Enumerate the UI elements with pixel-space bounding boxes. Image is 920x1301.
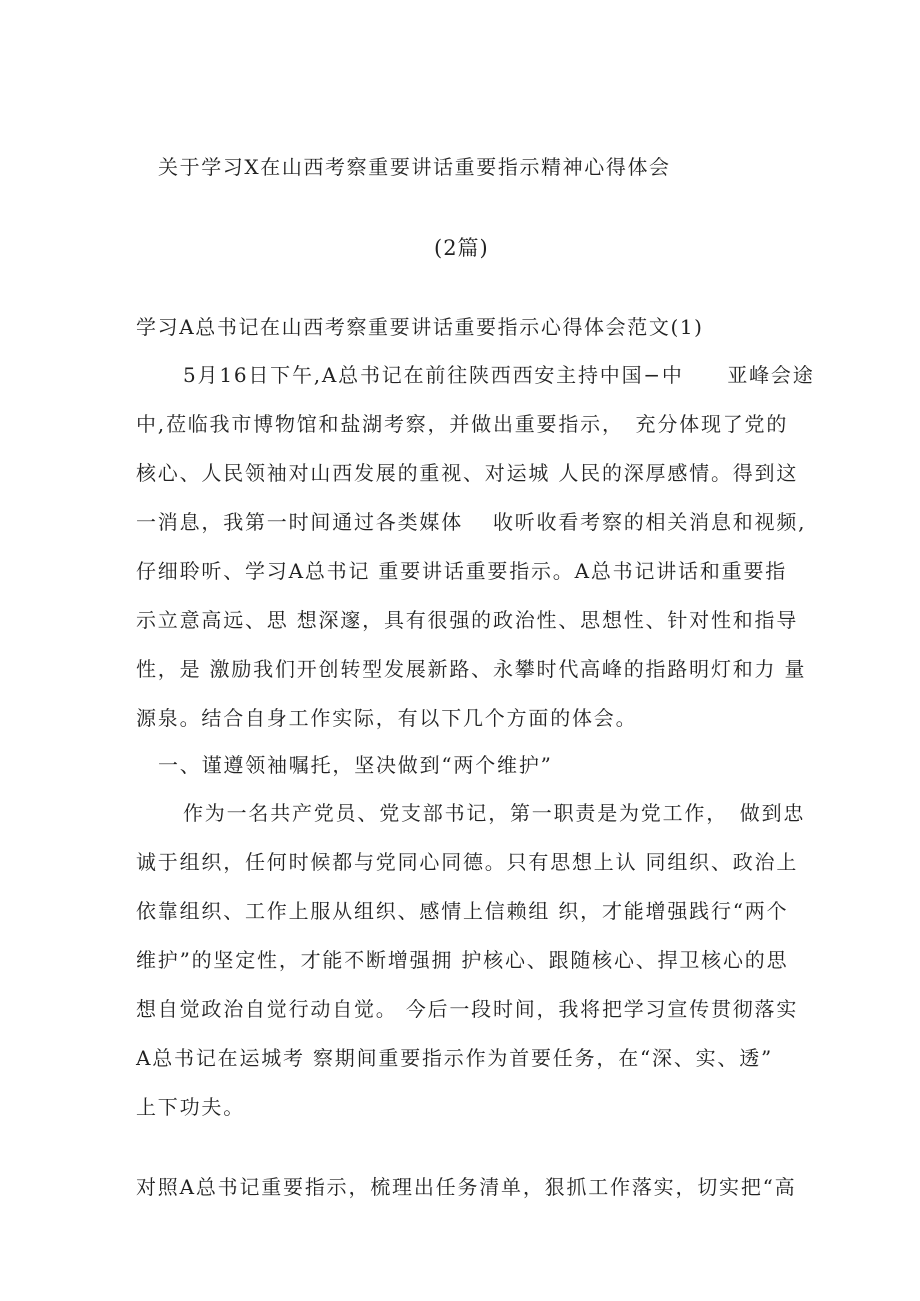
paragraph2-line: 诚于组织，任何时候都与党同心同德。只有思想上认 同组织、政治上 — [136, 850, 799, 874]
paragraph1-line: 性，是 激励我们开创转型发展新路、永攀时代高峰的指路明灯和力 量 — [136, 657, 807, 681]
document-title-line2: (2篇) — [434, 236, 489, 260]
paragraph1-line: 仔细聆听、学习A总书记 重要讲话重要指示。A总书记讲话和重要指 — [136, 559, 788, 583]
paragraph1-line: 核心、人民领袖对山西发展的重视、对运城 人民的深厚感情。得到这 — [136, 461, 799, 485]
paragraph2-line: 上下功夫。 — [136, 1095, 245, 1119]
paragraph2-line: 想自觉政治自觉行动自觉。 今后一段时间，我将把学习宣传贯彻落实 — [136, 997, 799, 1021]
article-subtitle: 学习A总书记在山西考察重要讲话重要指示心得体会范文(1) — [136, 315, 704, 339]
paragraph3-line: 对照A总书记重要指示，梳理出任务清单，狠抓工作落实，切实把“高 — [136, 1175, 797, 1199]
paragraph2-line: A总书记在运城考 察期间重要指示作为首要任务，在“深、实、透” — [136, 1046, 774, 1070]
paragraph2-line: 作为一名共产党员、党支部书记，第一职责是为党工作， 做到忠 — [183, 801, 806, 825]
paragraph1-line: 5月16日下午,A总书记在前往陕西西安主持中国−中 亚峰会途 — [183, 363, 815, 387]
section-heading-1: 一、谨遵领袖嘱托，坚决做到“两个维护” — [158, 753, 553, 777]
paragraph1-line: 示立意高远、思 想深邃，具有很强的政治性、思想性、针对性和指导 — [136, 608, 799, 632]
paragraph2-line: 依靠组织、工作上服从组织、感情上信赖组 织，才能增强践行“两个 — [136, 899, 789, 923]
paragraph1-line: 源泉。结合自身工作实际，有以下几个方面的体会。 — [136, 706, 638, 730]
paragraph1-line: 中,莅临我市博物馆和盐湖考察，并做出重要指示， 充分体现了党的 — [136, 412, 789, 436]
document-title-line1: 关于学习X在山西考察重要讲话重要指示精神心得体会 — [158, 155, 671, 179]
paragraph2-line: 维护”的坚定性，才能不断增强拥 护核心、跟随核心、捍卫核心的思 — [136, 948, 789, 972]
paragraph1-line: 一消息，我第一时间通过各类媒体 收听收看考察的相关消息和视频, — [136, 510, 807, 534]
